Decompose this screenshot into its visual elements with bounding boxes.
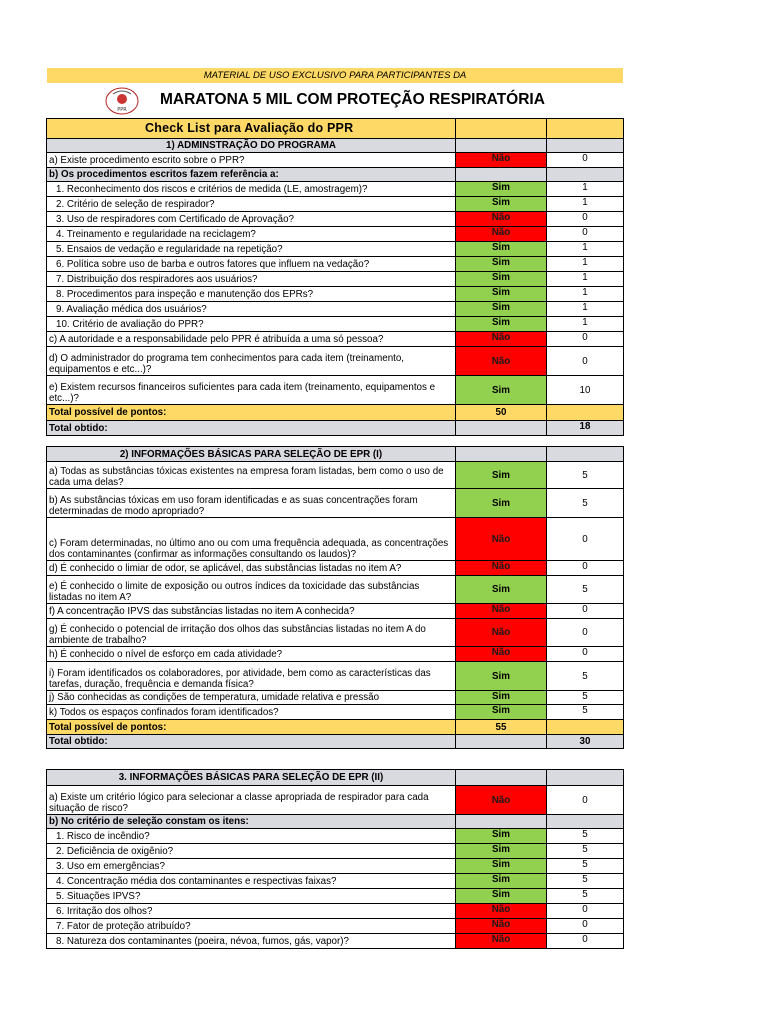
checklist-row — [47, 153, 624, 168]
checklist-row — [47, 619, 624, 647]
section2-total-obtained: 30 — [547, 735, 624, 749]
question-text: 1. Risco de incêndio? — [47, 829, 456, 844]
question-text: k) Todos os espaços confinados foram identificados? — [47, 705, 456, 720]
checklist-row — [47, 347, 624, 376]
answer-nao: Não — [456, 561, 547, 576]
points-value: 0 — [547, 934, 624, 949]
question-text: f) A concentração IPVS das substâncias listadas no item A conhecida? — [47, 604, 456, 619]
checklist-row — [47, 212, 624, 227]
checklist-row — [47, 576, 624, 604]
question-text: 6. Política sobre uso de barba e outros fatores que influem na vedação? — [47, 257, 456, 272]
answer-nao: Não — [456, 919, 547, 934]
answer-sim: Sim — [456, 859, 547, 874]
question-text: 3. Uso de respiradores com Certificado de Aprovação? — [47, 212, 456, 227]
checklist-row — [47, 561, 624, 576]
question-text: 2. Deficiência de oxigênio? — [47, 844, 456, 859]
checklist-row — [47, 489, 624, 518]
checklist-row — [47, 604, 624, 619]
question-text: a) Existe procedimento escrito sobre o PPR? — [47, 153, 456, 168]
checklist-row — [47, 287, 624, 302]
question-text: e) É conhecido o limite de exposição ou outros índices da toxicidade das substâncias listadas no item A? — [47, 576, 456, 604]
points-value: 1 — [547, 287, 624, 302]
section3-table — [46, 769, 624, 949]
points-value: 0 — [547, 919, 624, 934]
checklist-row — [47, 919, 624, 934]
answer-nao: Não — [456, 904, 547, 919]
question-text: 4. Treinamento e regularidade na reciclagem? — [47, 227, 456, 242]
question-text: 2. Critério de seleção de respirador? — [47, 197, 456, 212]
checklist-row — [47, 518, 624, 561]
answer-sim: Sim — [456, 182, 547, 197]
answer-sim: Sim — [456, 691, 547, 705]
checklist-row — [47, 302, 624, 317]
question-text: 10. Critério de avaliação do PPR? — [47, 317, 456, 332]
answer-sim: Sim — [456, 662, 547, 691]
exclusive-use-banner: MATERIAL DE USO EXCLUSIVO PARA PARTICIPANTES DA — [47, 68, 623, 83]
points-value: 0 — [547, 604, 624, 619]
answer-sim: Sim — [456, 287, 547, 302]
answer-sim: Sim — [456, 257, 547, 272]
section1-total-obtained-label: Total obtido: — [47, 421, 456, 436]
checklist-title: Check List para Avaliação do PPR — [47, 119, 456, 139]
answer-nao: Não — [456, 153, 547, 168]
checklist-row — [47, 662, 624, 691]
points-value: 5 — [547, 662, 624, 691]
section1-title: 1) ADMINSTRAÇÃO DO PROGRAMA — [47, 139, 456, 153]
question-text: b) As substâncias tóxicas em uso foram identificadas e as suas concentrações foram determinadas de modo apropriado? — [47, 489, 456, 518]
checklist-row — [47, 242, 624, 257]
section1-total-obtained: 18 — [547, 421, 624, 436]
checklist-row — [47, 786, 624, 815]
points-value: 0 — [547, 619, 624, 647]
answer-sim: Sim — [456, 376, 547, 405]
question-text: a) Todas as substâncias tóxicas existentes na empresa foram listadas, bem como o uso de cada uma delas? — [47, 462, 456, 489]
points-value: 1 — [547, 182, 624, 197]
section1-total-possible-label: Total possível de pontos: — [47, 405, 456, 421]
question-text: h) É conhecido o nível de esforço em cada atividade? — [47, 647, 456, 662]
checklist-row — [47, 874, 624, 889]
points-value: 0 — [547, 227, 624, 242]
question-text: 5. Situações IPVS? — [47, 889, 456, 904]
checklist-row — [47, 462, 624, 489]
answer-nao: Não — [456, 786, 547, 815]
checklist-row — [47, 904, 624, 919]
section2-title: 2) INFORMAÇÕES BÁSICAS PARA SELEÇÃO DE EPR (I) — [47, 447, 456, 462]
subsection-label: b) Os procedimentos escritos fazem referência a: — [47, 168, 456, 182]
question-text: d) É conhecido o limiar de odor, se aplicável, das substâncias listadas no item A? — [47, 561, 456, 576]
checklist-row — [47, 829, 624, 844]
points-value: 0 — [547, 904, 624, 919]
svg-text:PPR: PPR — [117, 107, 127, 113]
question-text: 9. Avaliação médica dos usuários? — [47, 302, 456, 317]
checklist-row — [47, 934, 624, 949]
question-text: c) A autoridade e a responsabilidade pelo PPR é atribuída a uma só pessoa? — [47, 332, 456, 347]
points-value: 1 — [547, 272, 624, 287]
answer-sim: Sim — [456, 272, 547, 287]
answer-sim: Sim — [456, 462, 547, 489]
section1-total-possible: 50 — [456, 405, 547, 421]
section2-total-obtained-label: Total obtido: — [47, 735, 456, 749]
section3-title: 3. INFORMAÇÕES BÁSICAS PARA SELEÇÃO DE EPR (II) — [47, 770, 456, 786]
checklist-row — [47, 332, 624, 347]
question-text: 6. Irritação dos olhos? — [47, 904, 456, 919]
answer-nao: Não — [456, 212, 547, 227]
answer-sim: Sim — [456, 576, 547, 604]
points-value: 0 — [547, 518, 624, 561]
question-text: 4. Concentração média dos contaminantes e respectivas faixas? — [47, 874, 456, 889]
answer-sim: Sim — [456, 489, 547, 518]
question-text: j) São conhecidas as condições de temperatura, umidade relativa e pressão — [47, 691, 456, 705]
answer-nao: Não — [456, 227, 547, 242]
question-text: i) Foram identificados os colaboradores, por atividade, bem como as características das tarefas, duração, frequência e demanda física? — [47, 662, 456, 691]
answer-sim: Sim — [456, 844, 547, 859]
checklist-row — [47, 376, 624, 405]
checklist-row — [47, 859, 624, 874]
question-text: 8. Procedimentos para inspeção e manutenção dos EPRs? — [47, 287, 456, 302]
answer-sim: Sim — [456, 829, 547, 844]
checklist-row — [47, 844, 624, 859]
answer-nao: Não — [456, 647, 547, 662]
section2-total-possible-label: Total possível de pontos: — [47, 720, 456, 735]
points-value: 1 — [547, 197, 624, 212]
answer-nao: Não — [456, 934, 547, 949]
points-value: 1 — [547, 242, 624, 257]
answer-sim: Sim — [456, 705, 547, 720]
answer-sim: Sim — [456, 242, 547, 257]
checklist-row — [47, 182, 624, 197]
section1-table — [46, 118, 624, 436]
question-text: 3. Uso em emergências? — [47, 859, 456, 874]
answer-nao: Não — [456, 518, 547, 561]
points-value: 0 — [547, 347, 624, 376]
section2-total-possible: 55 — [456, 720, 547, 735]
question-text: 7. Distribuição dos respiradores aos usuários? — [47, 272, 456, 287]
question-text: c) Foram determinadas, no último ano ou com uma frequência adequada, as concentrações dos contaminantes (confirmar as informações consultando os laudos)? — [47, 518, 456, 561]
checklist-row — [47, 691, 624, 705]
answer-sim: Sim — [456, 302, 547, 317]
checklist-row — [47, 197, 624, 212]
checklist-row — [47, 317, 624, 332]
points-value: 1 — [547, 317, 624, 332]
answer-sim: Sim — [456, 197, 547, 212]
question-text: d) O administrador do programa tem conhecimentos para cada item (treinamento, equipamentos e etc...)? — [47, 347, 456, 376]
points-value: 0 — [547, 786, 624, 815]
points-value: 10 — [547, 376, 624, 405]
answer-nao: Não — [456, 604, 547, 619]
section2-table — [46, 446, 624, 749]
checklist-row — [47, 257, 624, 272]
subsection-label: b) No critério de seleção constam os itens: — [47, 815, 456, 829]
answer-nao: Não — [456, 347, 547, 376]
points-value: 5 — [547, 576, 624, 604]
checklist-row — [47, 705, 624, 720]
points-value: 0 — [547, 561, 624, 576]
question-text: 7. Fator de proteção atribuído? — [47, 919, 456, 934]
checklist-row — [47, 647, 624, 662]
points-value: 0 — [547, 212, 624, 227]
points-value: 0 — [547, 332, 624, 347]
points-value: 1 — [547, 257, 624, 272]
question-text: g) É conhecido o potencial de irritação dos olhos das substâncias listadas no item A do ambiente de trabalho? — [47, 619, 456, 647]
checklist-row — [47, 889, 624, 904]
question-text: a) Existe um critério lógico para selecionar a classe apropriada de respirador para cada situação de risco? — [47, 786, 456, 815]
main-title: MARATONA 5 MIL COM PROTEÇÃO RESPIRATÓRIA — [160, 91, 545, 108]
points-value: 0 — [547, 153, 624, 168]
question-text: 1. Reconhecimento dos riscos e critérios de medida (LE, amostragem)? — [47, 182, 456, 197]
points-value: 5 — [547, 844, 624, 859]
points-value: 5 — [547, 462, 624, 489]
answer-sim: Sim — [456, 317, 547, 332]
points-value: 5 — [547, 859, 624, 874]
answer-sim: Sim — [456, 874, 547, 889]
points-value: 0 — [547, 647, 624, 662]
points-value: 5 — [547, 874, 624, 889]
points-value: 5 — [547, 829, 624, 844]
question-text: 8. Natureza dos contaminantes (poeira, névoa, fumos, gás, vapor)? — [47, 934, 456, 949]
points-value: 5 — [547, 889, 624, 904]
question-text: e) Existem recursos financeiros suficientes para cada item (treinamento, equipamentos e etc...)? — [47, 376, 456, 405]
checklist-row — [47, 272, 624, 287]
answer-sim: Sim — [456, 889, 547, 904]
question-text: 5. Ensaios de vedação e regularidade na repetição? — [47, 242, 456, 257]
checklist-row — [47, 227, 624, 242]
answer-nao: Não — [456, 332, 547, 347]
points-value: 5 — [547, 705, 624, 720]
points-value: 1 — [547, 302, 624, 317]
points-value: 5 — [547, 691, 624, 705]
points-value: 5 — [547, 489, 624, 518]
ppr-logo-icon — [103, 86, 141, 118]
answer-nao: Não — [456, 619, 547, 647]
